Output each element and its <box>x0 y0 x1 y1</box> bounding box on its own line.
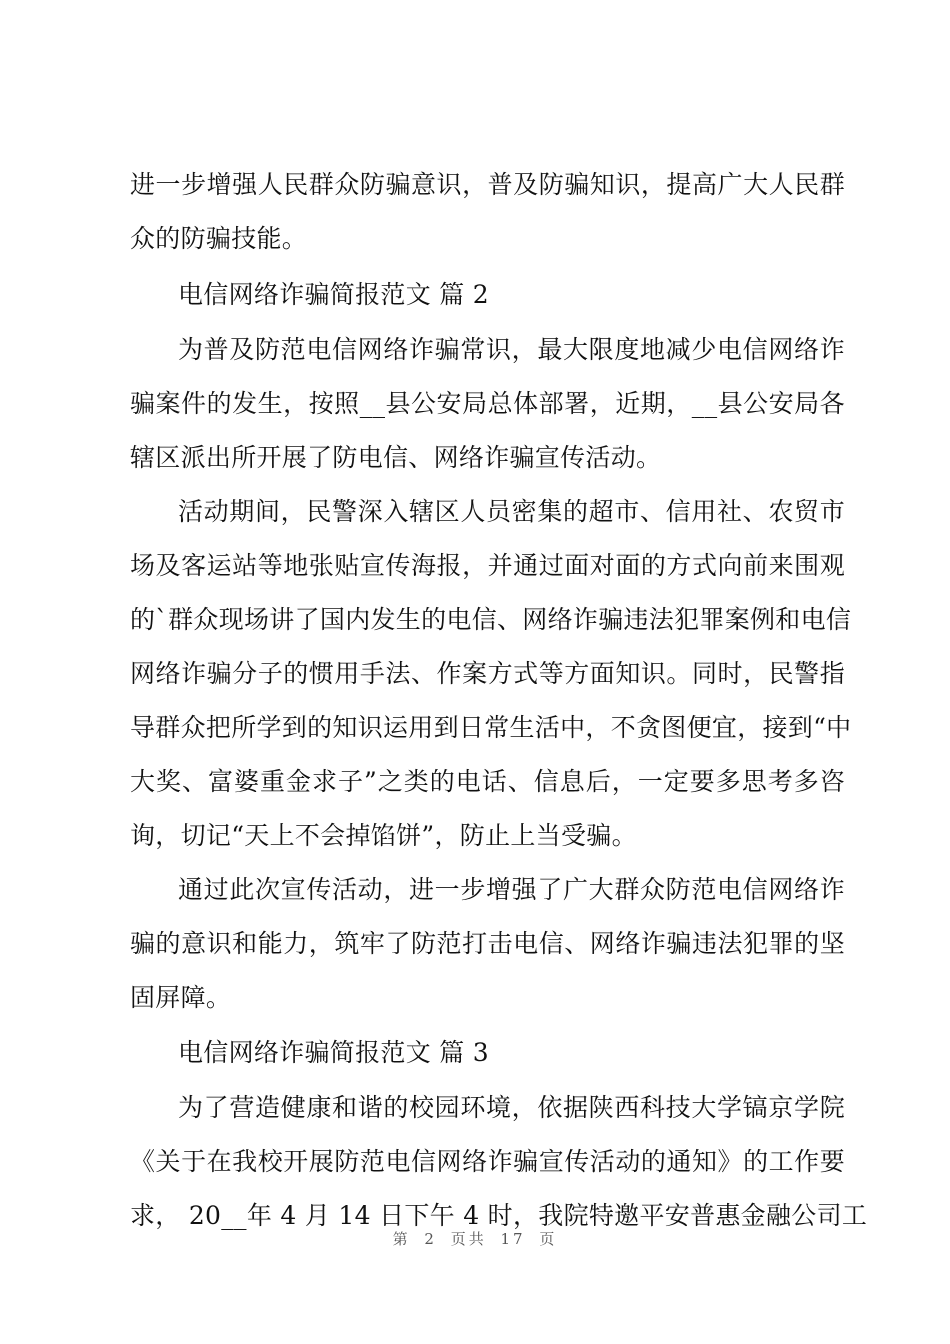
text-line: 活动期间，民警深入辖区人员密集的超市、信用社、农贸市 <box>178 497 845 526</box>
text-line: 大奖、富婆重金求子”之类的电话、信息后，一定要多思考多咨 <box>130 767 845 796</box>
text-line: 众的防骗技能。 <box>130 224 308 253</box>
page-number: 第 2 页共 17 页 <box>392 1230 558 1248</box>
section-heading: 电信网络诈骗简报范文 篇 3 <box>178 1038 490 1067</box>
text-line: 的`群众现场讲了国内发生的电信、网络诈骗违法犯罪案例和电信 <box>130 605 852 634</box>
text-line: 为了营造健康和谐的校园环境，依据陕西科技大学镐京学院 <box>178 1093 845 1122</box>
text-line: 求， 20__年 4 月 14 日下午 4 时，我院特邀平安普惠金融公司工 <box>130 1201 868 1230</box>
text-line: 导群众把所学到的知识运用到日常生活中，不贪图便宜，接到“中 <box>130 713 852 742</box>
text-line: 辖区派出所开展了防电信、网络诈骗宣传活动。 <box>130 443 662 472</box>
text-line: 骗的意识和能力，筑牢了防范打击电信、网络诈骗违法犯罪的坚 <box>130 929 845 958</box>
section-heading: 电信网络诈骗简报范文 篇 2 <box>178 280 490 309</box>
text-line: 通过此次宣传活动，进一步增强了广大群众防范电信网络诈 <box>178 875 845 904</box>
text-line: 询，切记“天上不会掉馅饼”，防止上当受骗。 <box>130 821 637 850</box>
text-line: 骗案件的发生，按照__县公安局总体部署，近期，__县公安局各 <box>130 389 845 418</box>
text-line: 为普及防范电信网络诈骗常识，最大限度地减少电信网络诈 <box>178 335 845 364</box>
text-line: 场及客运站等地张贴宣传海报，并通过面对面的方式向前来围观 <box>130 551 845 580</box>
text-line: 网络诈骗分子的惯用手法、作案方式等方面知识。同时，民警指 <box>130 659 845 688</box>
text-line: 固屏障。 <box>130 983 232 1012</box>
text-line: 《关于在我校开展防范电信网络诈骗宣传活动的通知》的工作要 <box>130 1147 845 1176</box>
text-line: 进一步增强人民群众防骗意识，普及防骗知识，提高广大人民群 <box>130 170 845 199</box>
